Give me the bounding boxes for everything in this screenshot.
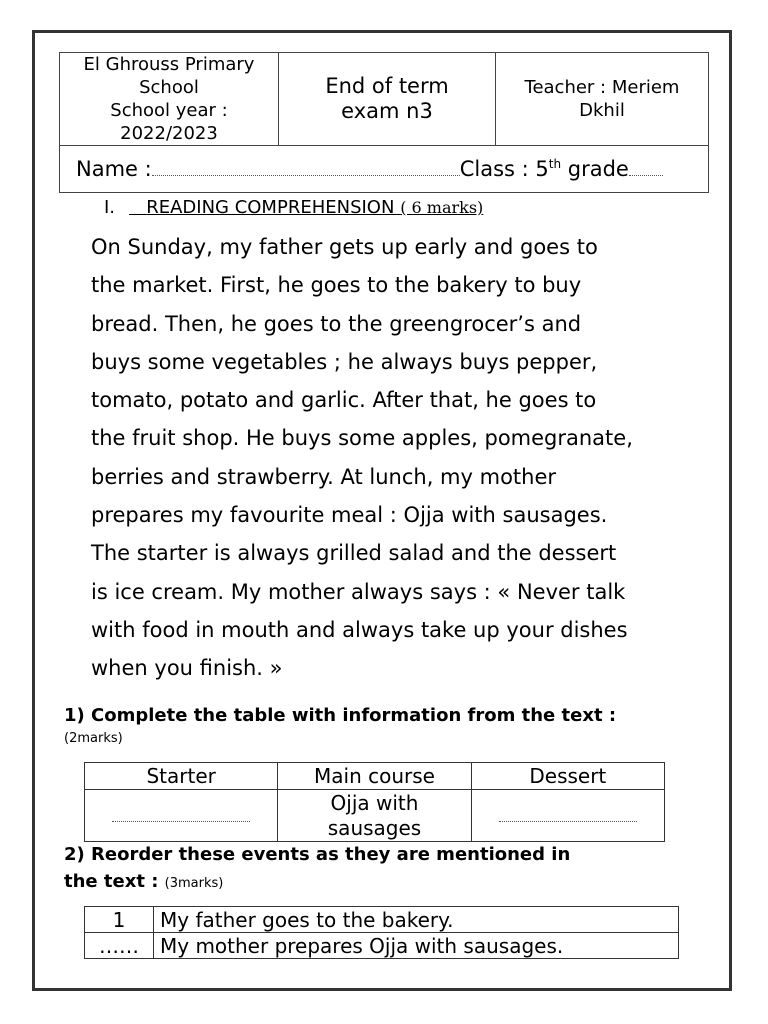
header-table xyxy=(59,52,709,193)
teacher-line2: Dkhil xyxy=(579,100,625,121)
reading-line: the fruit shop. He buys some apples, pomegranate, xyxy=(91,426,633,451)
name-blank[interactable] xyxy=(152,175,460,176)
teacher-cell xyxy=(496,53,709,146)
table-row xyxy=(85,907,679,933)
school-name-line2: School xyxy=(139,77,199,98)
event-text-cell: My mother prepares Ojja with sausages. xyxy=(154,933,679,959)
reading-line: with food in mouth and always take up your dishes xyxy=(91,617,628,642)
table-row xyxy=(85,933,679,959)
reading-line: buys some vegetables ; he always buys pepper, xyxy=(91,349,598,374)
exam-title-line1: End of term xyxy=(325,74,449,98)
reading-line: The starter is always grilled salad and the dessert xyxy=(91,541,617,566)
section-marks: ( 6 marks) xyxy=(400,198,484,217)
event-text-cell: My father goes to the bakery. xyxy=(154,907,679,933)
reading-line: tomato, potato and garlic. After that, he goes to xyxy=(91,388,597,413)
question1-marks: (2marks) xyxy=(64,731,123,746)
question2-line2: the text : xyxy=(64,871,159,892)
dessert-answer-cell[interactable] xyxy=(471,790,664,842)
question2-marks: (3marks) xyxy=(164,876,224,891)
school-cell xyxy=(60,53,279,146)
school-name-line1: El Ghrouss Primary xyxy=(83,54,255,75)
class-blank[interactable] xyxy=(629,175,663,176)
reading-line: berries and strawberry. At lunch, my mother xyxy=(91,464,557,489)
reading-passage xyxy=(91,228,711,688)
section-title xyxy=(104,197,483,218)
reading-line: bread. Then, he goes to the greengrocer’s and xyxy=(91,311,582,336)
reading-line: On Sunday, my father gets up early and goes to xyxy=(91,235,598,259)
event-order-cell: 1 xyxy=(85,907,154,933)
meal-table xyxy=(84,762,665,842)
dessert-header: Dessert xyxy=(471,763,664,790)
reading-line: the market. First, he goes to the bakery to buy xyxy=(91,273,582,298)
school-year-label: School year : xyxy=(110,100,228,121)
starter-header: Starter xyxy=(85,763,278,790)
class-label: Class : 5 xyxy=(459,157,549,181)
reading-line: prepares my favourite meal : Ojja with sausages. xyxy=(91,503,608,528)
section-number: I. xyxy=(104,197,116,218)
question2-line1: 2) Reorder these events as they are mentioned in xyxy=(64,844,571,865)
question2-text xyxy=(64,841,704,897)
question1-text: 1) Complete the table with information from the text : xyxy=(64,705,617,726)
main-course-cell xyxy=(278,790,471,842)
reading-line: is ice cream. My mother always says : « Never talk xyxy=(91,579,626,604)
main-course-line2: sausages xyxy=(327,815,422,840)
reading-line: when you finish. » xyxy=(91,656,283,681)
starter-blank[interactable] xyxy=(112,821,250,822)
main-course-header: Main course xyxy=(278,763,471,790)
section-heading: READING COMPREHENSION xyxy=(146,197,395,218)
name-class-row xyxy=(60,146,709,193)
name-label: Name : xyxy=(76,157,152,181)
class-suffix: grade xyxy=(561,157,629,181)
event-order-blank[interactable]: …… xyxy=(85,933,154,959)
dessert-blank[interactable] xyxy=(499,821,637,822)
exam-cell xyxy=(279,53,496,146)
main-course-line1: Ojja with xyxy=(330,790,419,815)
school-year-value: 2022/2023 xyxy=(120,123,218,144)
teacher-line1: Teacher : Meriem xyxy=(524,77,680,98)
class-superscript: th xyxy=(548,157,562,171)
starter-answer-cell[interactable] xyxy=(85,790,278,842)
exam-title-line2: exam n3 xyxy=(341,99,433,123)
events-table xyxy=(84,906,679,959)
